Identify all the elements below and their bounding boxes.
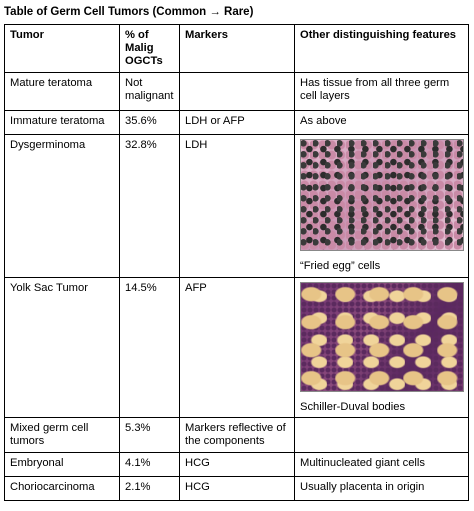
cell-markers: Markers reflective of the components — [180, 418, 295, 453]
cell-percent: 14.5% — [120, 278, 180, 418]
table-row — [5, 278, 469, 418]
cell-percent: 5.3% — [120, 418, 180, 453]
cell-tumor: Choriocarcinoma — [5, 477, 120, 501]
cell-tumor: Mixed germ cell tumors — [5, 418, 120, 453]
cell-tumor: Embryonal — [5, 453, 120, 477]
germ-cell-tumor-table — [4, 24, 469, 501]
table-row — [5, 73, 469, 111]
cell-features — [295, 278, 469, 418]
features-caption: Schiller-Duval bodies — [300, 401, 406, 413]
cell-markers: HCG — [180, 453, 295, 477]
cell-features: Usually placenta in origin — [295, 477, 469, 501]
cell-features: Multinucleated giant cells — [295, 453, 469, 477]
header-tumor: Tumor — [5, 25, 120, 73]
cell-tumor: Dysgerminoma — [5, 135, 120, 278]
table-row — [5, 477, 469, 501]
dysgerminoma-micrograph-image — [300, 139, 464, 251]
yolk-sac-micrograph-image — [300, 282, 464, 392]
cell-markers: AFP — [180, 278, 295, 418]
cell-features — [295, 418, 469, 453]
table-row — [5, 111, 469, 135]
header-row — [5, 25, 469, 73]
cell-percent: 2.1% — [120, 477, 180, 501]
table-title: Table of Germ Cell Tumors (Common → Rare) — [4, 6, 254, 18]
cell-markers: LDH or AFP — [180, 111, 295, 135]
cell-percent: 32.8% — [120, 135, 180, 278]
cell-percent: Not malignant — [120, 73, 180, 111]
cell-features: As above — [295, 111, 469, 135]
cell-features: Has tissue from all three germ cell layers — [295, 73, 469, 111]
cell-markers: LDH — [180, 135, 295, 278]
table-row — [5, 453, 469, 477]
cell-tumor: Yolk Sac Tumor — [5, 278, 120, 418]
table-row — [5, 135, 469, 278]
cell-tumor: Mature teratoma — [5, 73, 120, 111]
header-markers: Markers — [180, 25, 295, 73]
header-percent: % of Malig OGCTs — [120, 25, 180, 73]
cell-features — [295, 135, 469, 278]
header-features: Other distinguishing features — [295, 25, 469, 73]
table-row — [5, 418, 469, 453]
cell-tumor: Immature teratoma — [5, 111, 120, 135]
cell-markers: HCG — [180, 477, 295, 501]
features-caption: “Fried egg” cells — [300, 260, 381, 272]
cell-markers — [180, 73, 295, 111]
cell-percent: 35.6% — [120, 111, 180, 135]
cell-percent: 4.1% — [120, 453, 180, 477]
